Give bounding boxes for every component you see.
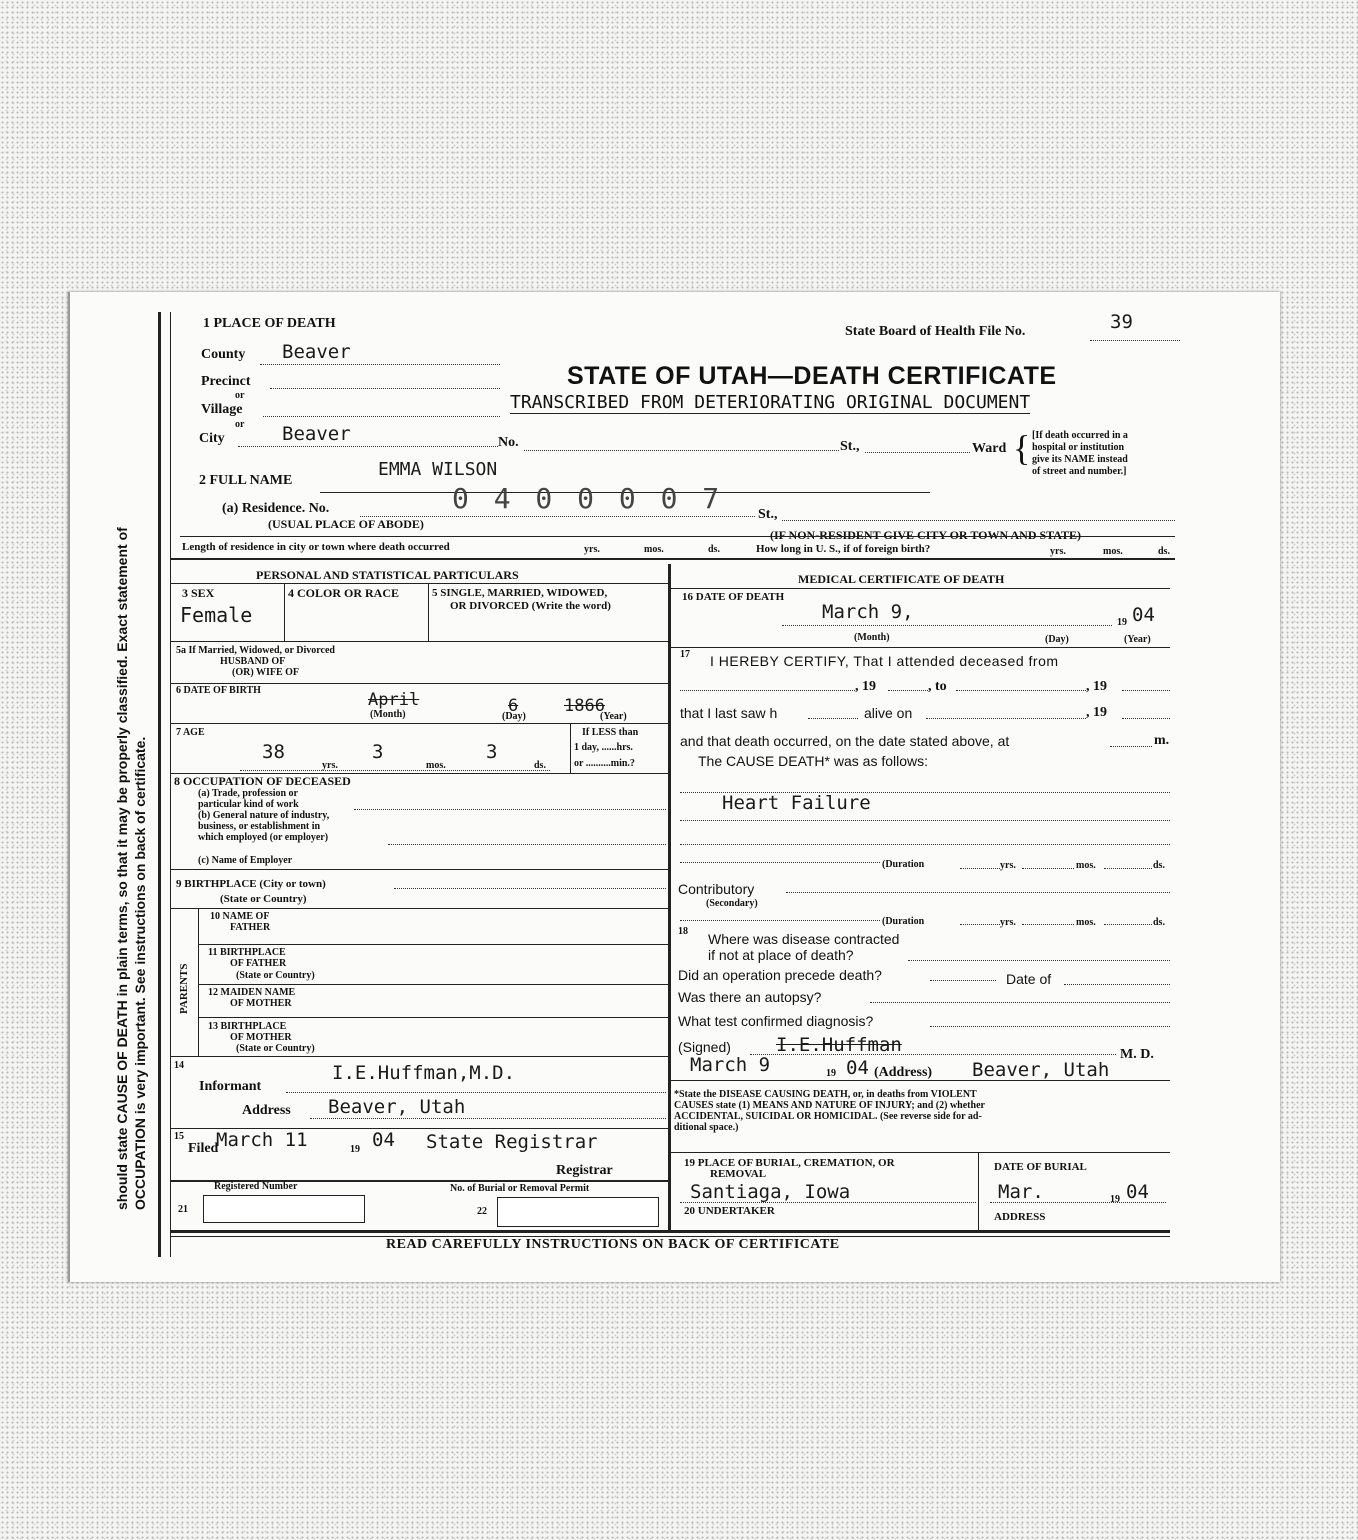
certificate-title: STATE OF UTAH—DEATH CERTIFICATE	[567, 362, 1057, 390]
age-yrs-caption: yrs.	[322, 760, 338, 771]
dod-19: 19	[1117, 617, 1127, 628]
duration-1-label: (Duration	[882, 859, 925, 870]
occupation-c: (c) Name of Employer	[198, 855, 293, 866]
registered-number-box	[203, 1195, 365, 1223]
duration-1-ds: ds.	[1153, 860, 1165, 871]
alive-on-label: alive on	[864, 705, 913, 721]
duration-2-yrs: yrs.	[1000, 917, 1016, 928]
or-text-2: or	[235, 419, 245, 430]
secondary-label: (Secondary)	[706, 898, 758, 909]
birthplace-sub: (State or Country)	[220, 893, 307, 905]
footnote-line-3: ACCIDENTAL, SUICIDAL OR HOMICIDAL. (See reverse side for ad-	[674, 1111, 982, 1122]
field-21-label: 21	[178, 1204, 188, 1215]
father-birthplace-label-3: (State or Country)	[236, 970, 315, 981]
signed-date: March 9	[690, 1054, 771, 1076]
duration-2-label: (Duration	[882, 916, 925, 927]
how-long-ds: ds.	[1158, 546, 1170, 557]
alive-19: , 19	[1086, 705, 1107, 720]
occupation-b-1: (b) General nature of industry,	[198, 810, 330, 821]
dob-year: 1866	[564, 696, 605, 716]
full-name-label: 2 FULL NAME	[199, 473, 293, 488]
informant-number: 14	[174, 1060, 184, 1071]
burial-date-label: DATE OF BURIAL	[994, 1161, 1087, 1173]
filed-label: Filed	[188, 1141, 219, 1156]
informant-address: Beaver, Utah	[328, 1096, 466, 1118]
occupation-b-3: which employed (or employer)	[198, 832, 329, 843]
side-instruction-line-2: OCCUPATION is very important. See instructions on back of certificate.	[132, 736, 148, 1210]
burial-date-month: Mar.	[998, 1181, 1044, 1203]
burial-place-value: Santiaga, Iowa	[690, 1181, 851, 1203]
medical-header: MEDICAL CERTIFICATE OF DEATH	[798, 572, 1005, 586]
registrar-value: State Registrar	[426, 1131, 598, 1153]
age-years: 38	[262, 741, 285, 763]
occupation-a-2: particular kind of work	[198, 799, 299, 810]
death-occurred-label: and that death occurred, on the date stated above, at	[680, 733, 1010, 749]
date-of-death-year: 04	[1132, 604, 1155, 626]
age-label: 7 AGE	[176, 727, 205, 738]
dob-day-caption: (Day)	[502, 711, 526, 722]
registered-number-label: Registered Number	[214, 1181, 298, 1192]
spouse-label-3: (OR) WIFE OF	[232, 667, 300, 678]
ward-brace: {	[1013, 428, 1031, 468]
age-mos-caption: mos.	[426, 760, 446, 771]
registrar-label: Registrar	[556, 1163, 613, 1178]
certify-text: I HEREBY CERTIFY, That I attended deceased from	[710, 653, 1059, 669]
question-18-line-2: if not at place of death?	[708, 947, 854, 963]
dob-day: 6	[508, 696, 519, 716]
spouse-label-1: 5a If Married, Widowed, or Divorced	[176, 645, 335, 656]
father-birthplace-label-1: 11 BIRTHPLACE	[208, 947, 286, 958]
occupation-b-2: business, or establishment in	[198, 821, 321, 832]
mother-name-label-1: 12 MAIDEN NAME	[208, 987, 296, 998]
village-label: Village	[201, 402, 243, 417]
filed-19: 19	[350, 1144, 360, 1155]
dod-day-caption: (Day)	[1045, 634, 1069, 645]
marital-label-1: 5 SINGLE, MARRIED, WIDOWED,	[432, 587, 608, 599]
less-than-2: 1 day, ......hrs.	[574, 742, 633, 753]
county-label: County	[201, 347, 246, 362]
date-of-death-value: March 9,	[822, 601, 914, 623]
non-resident-caption: (IF NON-RESIDENT GIVE CITY OR TOWN AND STATE)	[770, 528, 1082, 542]
number-label: No.	[498, 435, 519, 450]
full-name-value: EMMA WILSON	[378, 459, 498, 480]
signed-19: 19	[826, 1068, 836, 1079]
how-long-label: How long in U. S., if of foreign birth?	[756, 543, 931, 555]
burial-date-year: 04	[1126, 1181, 1149, 1203]
side-instruction-line-1: should state CAUSE OF DEATH in plain terms, so that it may be properly classified. Exact statement of	[114, 527, 130, 1210]
filed-number: 15	[174, 1131, 184, 1142]
informant-address-label: Address	[242, 1103, 291, 1118]
cause-label: The CAUSE DEATH* was as follows:	[698, 753, 929, 769]
how-long-yrs: yrs.	[1050, 546, 1066, 557]
cause-of-death: Heart Failure	[722, 792, 871, 814]
city-label: City	[199, 431, 225, 446]
autopsy-question: Was there an autopsy?	[678, 989, 822, 1005]
duration-2-mos: mos.	[1076, 917, 1096, 928]
duration-1-yrs: yrs.	[1000, 860, 1016, 871]
certify-19-a: , 19	[855, 679, 876, 694]
footer-instructions: READ CAREFULLY INSTRUCTIONS ON BACK OF CERTIFICATE	[386, 1237, 840, 1252]
filed-date: March 11	[216, 1129, 308, 1151]
residence-number: 0 4 0 0 0 0 7	[452, 482, 724, 515]
footnote-line-4: ditional space.)	[674, 1122, 739, 1133]
dob-month-caption: (Month)	[370, 709, 406, 720]
street-label: St.,	[840, 439, 860, 454]
operation-question: Did an operation precede death?	[678, 967, 882, 983]
father-name-label-1: 10 NAME OF	[210, 911, 270, 922]
color-race-label: 4 COLOR OR RACE	[288, 586, 400, 600]
dod-year-caption: (Year)	[1124, 634, 1151, 645]
undertaker-label: 20 UNDERTAKER	[684, 1205, 775, 1217]
ward-note-1: [If death occurred in a	[1032, 430, 1128, 441]
last-saw-label: that I last saw h	[680, 705, 778, 721]
operation-date-label: Date of	[1006, 971, 1052, 987]
occupation-label: 8 OCCUPATION OF DECEASED	[174, 774, 351, 788]
occupation-a-1: (a) Trade, profession or	[198, 788, 298, 799]
length-mos: mos.	[644, 544, 664, 555]
question-18-line-1: Where was disease contracted	[708, 931, 900, 947]
or-text-1: or	[235, 390, 245, 401]
burial-place-label-1: 19 PLACE OF BURIAL, CREMATION, OR	[684, 1157, 895, 1169]
ward-note-4: of street and number.]	[1032, 466, 1127, 477]
certificate-subtitle: TRANSCRIBED FROM DETERIORATING ORIGINAL DOCUMENT	[510, 392, 1031, 413]
age-months: 3	[372, 741, 384, 763]
less-than-1: If LESS than	[582, 727, 639, 738]
marital-label-2: OR DIVORCED (Write the word)	[450, 600, 611, 612]
ward-note-3: give its NAME instead	[1032, 454, 1128, 465]
file-number-label: State Board of Health File No.	[845, 324, 1026, 339]
frame-left-outer	[158, 312, 161, 1257]
signed-value: I.E.Huffman	[776, 1034, 902, 1056]
certify-to: , to	[928, 679, 947, 694]
footnote-line-2: CAUSES state (1) MEANS AND NATURE OF INJURY; and (2) whether	[674, 1100, 985, 1111]
personal-header: PERSONAL AND STATISTICAL PARTICULARS	[256, 568, 519, 582]
sex-label: 3 SEX	[182, 586, 215, 600]
certify-number: 17	[680, 649, 690, 660]
age-days: 3	[486, 741, 498, 763]
usual-place-caption: (USUAL PLACE OF ABODE)	[268, 517, 424, 531]
ward-label: Ward	[972, 441, 1007, 456]
residence-street-label: St.,	[758, 507, 778, 522]
dob-month: April	[368, 690, 420, 710]
precinct-label: Precinct	[201, 374, 251, 389]
signed-address: Beaver, Utah	[972, 1059, 1110, 1081]
question-18-number: 18	[678, 926, 688, 937]
informant-label: Informant	[199, 1079, 262, 1094]
file-number: 39	[1110, 311, 1133, 333]
informant-value: I.E.Huffman,M.D.	[332, 1062, 516, 1084]
age-ds-caption: ds.	[534, 760, 546, 771]
md-label: M. D.	[1120, 1047, 1154, 1062]
spouse-label-2: HUSBAND OF	[220, 656, 286, 667]
mother-birthplace-label-1: 13 BIRTHPLACE	[208, 1021, 287, 1032]
signed-label: (Signed)	[678, 1039, 731, 1055]
field-22-label: 22	[477, 1206, 487, 1217]
contributory-label: Contributory	[678, 881, 755, 897]
birthplace-label: 9 BIRTHPLACE (City or town)	[176, 878, 326, 890]
signed-address-label: (Address)	[874, 1065, 933, 1080]
dob-label: 6 DATE OF BIRTH	[176, 685, 261, 696]
burial-permit-box	[497, 1197, 659, 1227]
how-long-mos: mos.	[1103, 546, 1123, 557]
residence-label: (a) Residence. No.	[222, 501, 330, 516]
city-value: Beaver	[282, 423, 351, 445]
length-ds: ds.	[708, 544, 720, 555]
duration-1-mos: mos.	[1076, 860, 1096, 871]
certify-19-b: , 19	[1086, 679, 1107, 694]
date-of-death-label: 16 DATE OF DEATH	[682, 591, 785, 603]
burial-permit-label: No. of Burial or Removal Permit	[450, 1183, 590, 1194]
burial-address-label: ADDRESS	[994, 1211, 1046, 1223]
parents-label: PARENTS	[178, 963, 190, 1014]
certificate-sheet	[68, 292, 1280, 1282]
father-name-label-2: FATHER	[230, 922, 271, 933]
mother-birthplace-label-3: (State or Country)	[236, 1043, 315, 1054]
dob-year-caption: (Year)	[600, 711, 627, 722]
signed-year: 04	[846, 1057, 869, 1079]
sex-value: Female	[180, 603, 253, 627]
length-of-residence-label: Length of residence in city or town where death occurred	[182, 541, 450, 553]
dod-month-caption: (Month)	[854, 632, 890, 643]
length-yrs: yrs.	[584, 544, 600, 555]
father-birthplace-label-2: OF FATHER	[230, 958, 287, 969]
diagnosis-test-question: What test confirmed diagnosis?	[678, 1013, 874, 1029]
duration-2-ds: ds.	[1153, 917, 1165, 928]
death-time-m: m.	[1154, 733, 1170, 748]
mother-birthplace-label-2: OF MOTHER	[230, 1032, 292, 1043]
burial-place-label-2: REMOVAL	[710, 1168, 767, 1180]
burial-19: 19	[1110, 1194, 1120, 1205]
frame-left-inner	[170, 312, 171, 1257]
less-than-3: or ..........min.?	[574, 758, 635, 769]
ward-note-2: hospital or institution	[1032, 442, 1125, 453]
filed-year: 04	[372, 1129, 395, 1151]
footnote-line-1: *State the DISEASE CAUSING DEATH, or, in deaths from VIOLENT	[674, 1089, 977, 1100]
county-value: Beaver	[282, 341, 351, 363]
column-divider	[668, 564, 671, 1232]
place-of-death-label: 1 PLACE OF DEATH	[203, 316, 336, 331]
mother-name-label-2: OF MOTHER	[230, 998, 292, 1009]
